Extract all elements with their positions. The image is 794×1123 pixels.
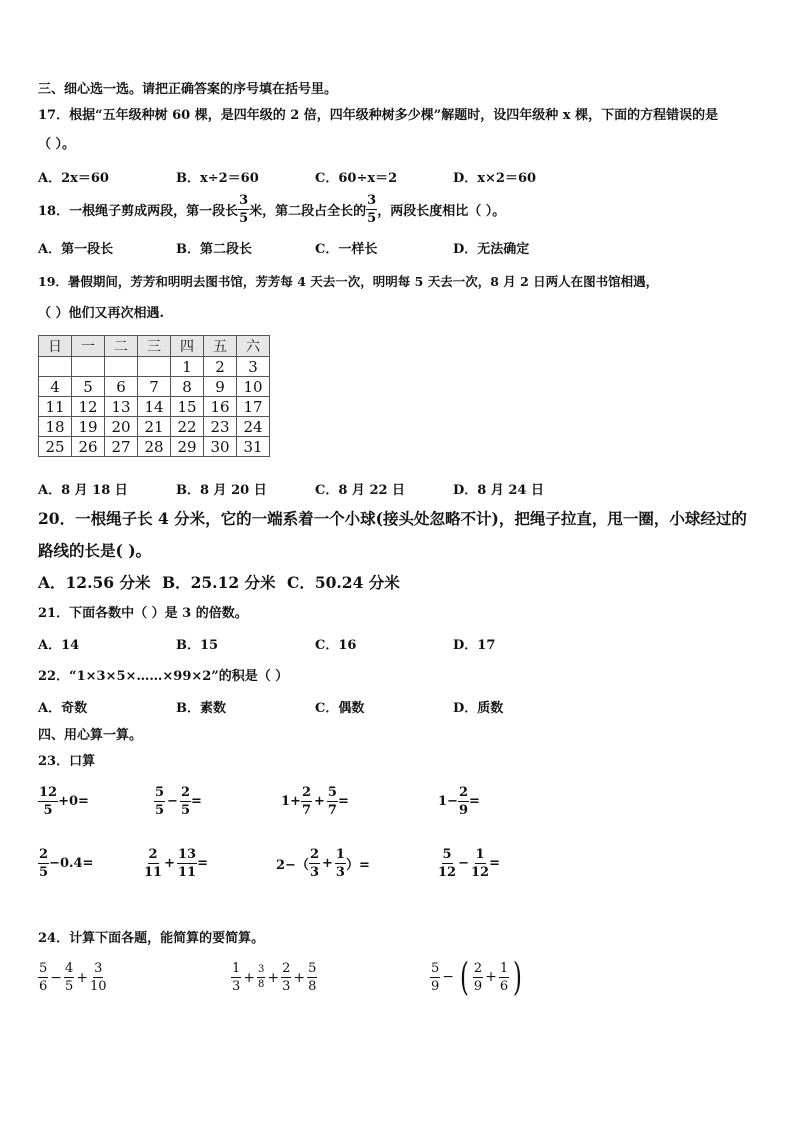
fraction-denominator: 5	[65, 979, 74, 994]
calendar-day: 12	[72, 397, 105, 417]
calendar-day: 11	[39, 397, 72, 417]
calendar-day: 20	[105, 417, 138, 437]
operator: +	[485, 969, 497, 985]
q23-expr-5	[38, 848, 93, 879]
fraction-denominator: 3	[309, 865, 319, 880]
q19-option-b: B．8 月 20 日	[176, 483, 267, 498]
calendar-day: 18	[39, 417, 72, 437]
q19-stem-line1: 19．暑假期间，芳芳和明明去图书馆，芳芳每 4 天去一次，明明每 5 天去一次，8 月 2 日两人在图书馆相遇，	[38, 274, 659, 289]
fraction-numerator: 4	[65, 961, 74, 976]
q22-option-d: D．质数	[453, 701, 504, 716]
calendar-row	[39, 417, 270, 437]
q21-option-d: D．17	[453, 638, 496, 653]
expr-lead: 1+	[281, 794, 301, 809]
q23-expr-7	[276, 848, 370, 879]
q24-expr-2	[231, 962, 317, 993]
q17-option-d: D．x×2＝60	[453, 171, 537, 186]
q17-option-b: B．x÷2＝60	[176, 171, 259, 186]
calendar-day: 30	[204, 437, 237, 457]
fraction-numerator: 2	[473, 960, 483, 976]
fraction-denominator: 6	[499, 978, 509, 994]
calendar-day: 4	[39, 377, 72, 397]
calendar-day: 16	[204, 397, 237, 417]
operator: −	[167, 794, 178, 809]
q21-stem: 21．下面各数中（ ）是 3 的倍数。	[38, 606, 248, 621]
q21-option-a: A．14	[38, 638, 80, 653]
operator: −	[458, 856, 469, 871]
fraction-denominator: 5	[155, 803, 165, 818]
q23-expr-4	[438, 786, 480, 817]
q24-expr-3	[430, 955, 526, 999]
fraction-numerator: 1	[232, 961, 241, 976]
fraction-numerator: 2	[39, 847, 49, 862]
fraction-numerator: 2	[301, 785, 311, 800]
q18-option-c: C．一样长	[315, 242, 378, 257]
calendar-day: 24	[237, 417, 270, 437]
fraction-numerator: 2	[180, 785, 190, 800]
q19-option-d: D．8 月 24 日	[453, 483, 544, 498]
calendar-day: 8	[171, 377, 204, 397]
fraction-numerator: 12	[39, 785, 58, 800]
calendar-day: 28	[138, 437, 171, 457]
q23-expr-1	[38, 786, 89, 817]
q24-expr-1	[38, 962, 107, 993]
calendar-day	[72, 357, 105, 377]
calendar-day: 9	[204, 377, 237, 397]
calendar-row	[39, 397, 270, 417]
calendar-day: 25	[39, 437, 72, 457]
fraction-denominator: 12	[438, 865, 457, 880]
fraction-numerator: 5	[39, 961, 48, 976]
fraction-numerator: 1	[335, 847, 345, 862]
expr-tail: −0.4=	[49, 856, 94, 871]
calendar-day: 27	[105, 437, 138, 457]
calendar-header-cell: 一	[72, 336, 105, 357]
left-parenthesis: (	[459, 955, 469, 999]
fraction-denominator: 11	[144, 865, 163, 880]
q22-stem: 22．“1×3×5×……×99×2”的积是（ ）	[38, 669, 289, 684]
calendar-day: 17	[237, 397, 270, 417]
fraction-denominator: 9	[431, 978, 440, 994]
calendar-day: 19	[72, 417, 105, 437]
expr-tail: =	[469, 794, 480, 809]
q20-option-c: C．50.24 分米	[287, 573, 400, 592]
q18-frac2-numerator: 3	[367, 193, 377, 208]
q20-stem-line2: 路线的长是( )。	[38, 541, 152, 560]
q22-option-a: A．奇数	[38, 701, 88, 716]
expr-tail: =	[489, 856, 500, 871]
calendar-header-cell: 四	[171, 336, 204, 357]
q17-option-c: C．60÷x＝2	[315, 171, 398, 186]
fraction-numerator: 13	[178, 847, 197, 862]
calendar-table	[38, 335, 270, 457]
q23-expr-6	[144, 848, 208, 879]
fraction-numerator: 1	[475, 847, 485, 862]
expr-tail: =	[197, 856, 208, 871]
fraction-denominator: 6	[39, 979, 48, 994]
q23-expr-3	[281, 786, 349, 817]
calendar-row	[39, 357, 270, 377]
fraction-numerator: 5	[442, 847, 452, 862]
fraction-denominator: 8	[258, 979, 265, 990]
right-parenthesis: )	[513, 955, 523, 999]
calendar-day: 13	[105, 397, 138, 417]
fraction-denominator: 8	[308, 979, 317, 994]
q19-option-c: C．8 月 22 日	[315, 483, 406, 498]
q18-fraction-1	[238, 194, 249, 225]
q18-text-part2: 米，第二段占全长的	[249, 204, 367, 219]
calendar-day: 5	[72, 377, 105, 397]
expr-tail: =	[337, 794, 349, 809]
operator: −	[442, 969, 455, 985]
calendar-day: 1	[171, 357, 204, 377]
operator: +	[293, 969, 306, 986]
q21-option-c: C．16	[315, 638, 357, 653]
fraction-numerator: 2	[148, 847, 158, 862]
fraction-numerator: 3	[94, 961, 103, 976]
fraction-denominator: 5	[39, 865, 49, 880]
calendar-header-cell: 日	[39, 336, 72, 357]
calendar-day: 15	[171, 397, 204, 417]
calendar-day: 7	[138, 377, 171, 397]
q21-option-b: B．15	[176, 638, 219, 653]
q23-expr-8	[438, 848, 500, 879]
calendar-header-cell: 三	[138, 336, 171, 357]
q17-stem-line1: 17．根据“五年级种树 60 棵，是四年级的 2 倍，四年级种树多少棵”解题时，设四年级种 x 棵，下面的方程错误的是	[38, 108, 719, 123]
fraction-numerator: 2	[282, 961, 291, 976]
fraction-denominator: 9	[458, 803, 468, 818]
q19-stem-line2: （ ）他们又再次相遇.	[38, 306, 165, 321]
calendar-day: 14	[138, 397, 171, 417]
calendar-day: 23	[204, 417, 237, 437]
calendar-day: 2	[204, 357, 237, 377]
q22-option-c: C．偶数	[315, 701, 365, 716]
calendar-day: 21	[138, 417, 171, 437]
expr-lead: 2−（	[276, 858, 309, 873]
operator: +	[267, 969, 280, 986]
calendar-row	[39, 437, 270, 457]
fraction-numerator: 5	[327, 785, 337, 800]
operator: +	[76, 969, 89, 986]
q18-stem	[38, 194, 505, 225]
expr-lead: 1−	[438, 794, 458, 809]
q18-text-part1: 18．一根绳子剪成两段，第一段长	[38, 204, 239, 219]
q18-option-a: A．第一段长	[38, 242, 114, 257]
q24-title: 24．计算下面各题，能简算的要简算。	[38, 931, 265, 946]
fraction-numerator: 3	[257, 965, 265, 978]
operator: −	[50, 969, 63, 986]
fraction-denominator: 9	[473, 978, 483, 994]
q18-text-part3: ，两段长度相比（ ）。	[377, 204, 506, 219]
q20-stem-line1: 20．一根绳子长 4 分米，它的一端系着一个小球(接头处忽略不计)，把绳子拉直，甩一圈，小球经过的	[38, 509, 747, 528]
expr-tail: ）=	[345, 858, 370, 873]
calendar-row	[39, 377, 270, 397]
calendar-day: 6	[105, 377, 138, 397]
fraction-denominator: 10	[90, 979, 107, 994]
calendar-day: 10	[237, 377, 270, 397]
calendar-day	[138, 357, 171, 377]
fraction-numerator: 5	[155, 785, 165, 800]
fraction-denominator: 5	[180, 803, 190, 818]
calendar-day: 3	[237, 357, 270, 377]
calendar-day: 31	[237, 437, 270, 457]
q19-option-a: A．8 月 18 日	[38, 483, 128, 498]
fraction-denominator: 5	[43, 803, 53, 818]
section-3-title: 三、细心选一选。请把正确答案的序号填在括号里。	[38, 82, 338, 97]
expr-tail: =	[191, 794, 202, 809]
calendar-header-cell: 二	[105, 336, 138, 357]
operator: +	[322, 856, 333, 871]
calendar-day: 29	[171, 437, 204, 457]
q23-title: 23．口算	[38, 754, 96, 769]
fraction-denominator: 12	[471, 865, 490, 880]
fraction-denominator: 11	[178, 865, 197, 880]
q18-frac2-denominator: 5	[367, 211, 377, 226]
fraction-numerator: 1	[499, 960, 509, 976]
expr-tail: +0=	[58, 794, 89, 809]
fraction-numerator: 2	[458, 785, 468, 800]
calendar-header-row	[39, 336, 270, 357]
operator: +	[164, 856, 175, 871]
calendar-header-cell: 五	[204, 336, 237, 357]
q18-option-b: B．第二段长	[176, 242, 252, 257]
q18-fraction-2	[366, 194, 377, 225]
q18-option-d: D．无法确定	[453, 242, 530, 257]
fraction-denominator: 7	[327, 803, 337, 818]
calendar-day: 22	[171, 417, 204, 437]
q18-frac1-denominator: 5	[239, 211, 249, 226]
q23-expr-2	[154, 786, 202, 817]
fraction-numerator: 2	[309, 847, 319, 862]
calendar-day: 26	[72, 437, 105, 457]
q20-option-a: A．12.56 分米	[38, 573, 151, 592]
fraction-denominator: 3	[232, 979, 241, 994]
q18-frac1-numerator: 3	[239, 193, 249, 208]
q17-stem-line2: （ ）。	[38, 137, 76, 152]
fraction-numerator: 5	[308, 961, 317, 976]
operator: +	[243, 969, 256, 986]
fraction-numerator: 5	[431, 960, 440, 976]
calendar-day	[39, 357, 72, 377]
q17-option-a: A．2x＝60	[38, 171, 109, 186]
fraction-denominator: 7	[301, 803, 311, 818]
section-4-title: 四、用心算一算。	[38, 728, 143, 743]
fraction-denominator: 3	[282, 979, 291, 994]
q22-option-b: B．素数	[176, 701, 226, 716]
fraction-denominator: 3	[335, 865, 345, 880]
q20-option-b: B．25.12 分米	[162, 573, 276, 592]
calendar-day	[105, 357, 138, 377]
operator: +	[314, 794, 325, 809]
calendar-header-cell: 六	[237, 336, 270, 357]
